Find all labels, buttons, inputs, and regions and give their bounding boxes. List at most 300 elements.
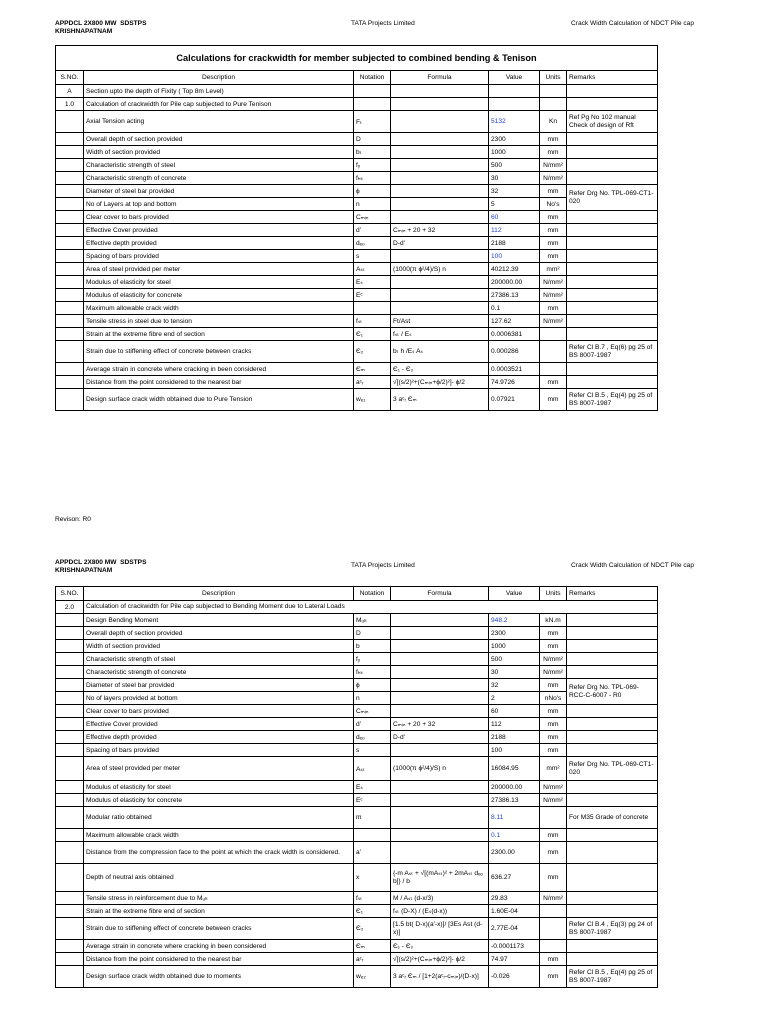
cell-description: Characteristic strength of steel bbox=[84, 653, 354, 666]
cell-units: mm bbox=[540, 237, 567, 250]
cell-value: 127.62 bbox=[489, 315, 540, 328]
cell-formula: √[(s/2)²+(Cₘᵢₙ+ϕ/2)²]- ϕ/2 bbox=[391, 376, 489, 389]
cell-remarks bbox=[567, 666, 658, 679]
cell-value: 2300 bbox=[489, 133, 540, 146]
cell-formula bbox=[391, 276, 489, 289]
cell-sno bbox=[56, 389, 84, 411]
cell-description: Calculation of crackwidth for Pile cap subjected to Pure Tenison bbox=[84, 98, 354, 111]
cell-units bbox=[540, 807, 567, 829]
table-row bbox=[56, 640, 658, 653]
cell-notation: m bbox=[354, 807, 391, 829]
cell-units bbox=[540, 85, 567, 98]
cell-remarks bbox=[567, 829, 658, 842]
page2-header-right: Crack Width Calculation of NDCT Pile cap bbox=[571, 562, 695, 569]
cell-formula bbox=[391, 666, 489, 679]
cell-units: N/mm² bbox=[540, 892, 567, 905]
cell-units: mm bbox=[540, 250, 567, 263]
table-row bbox=[56, 829, 658, 842]
cell-notation: Fₜ bbox=[354, 111, 391, 133]
cell-sno bbox=[56, 918, 84, 940]
column-header-remarks: Remarks bbox=[567, 587, 658, 601]
cell-notation: ϕ bbox=[354, 185, 391, 198]
cell-units: mm bbox=[540, 389, 567, 411]
cell-units: mm bbox=[540, 705, 567, 718]
cell-sno bbox=[56, 133, 84, 146]
cell-value: 112 bbox=[489, 224, 540, 237]
table-row bbox=[56, 263, 658, 276]
table-row bbox=[56, 185, 658, 198]
cell-description: Design surface crack width obtained due to Pure Tension bbox=[84, 389, 354, 411]
cell-description: Section upto the depth of Fixity ( Top 8m Level) bbox=[84, 85, 354, 98]
cell-notation: d' bbox=[354, 224, 391, 237]
table-row bbox=[56, 666, 658, 679]
cell-sno bbox=[56, 250, 84, 263]
cell-notation: Eᶜ bbox=[354, 794, 391, 807]
cell-formula: √[(s/2)²+(Cₘᵢₙ+ϕ/2)²]- ϕ/2 bbox=[391, 953, 489, 966]
cell-remarks: Refer Cl B.4 , Eq(3) pg 24 of BS 8007-1987 bbox=[567, 918, 658, 940]
cell-units: mm bbox=[540, 627, 567, 640]
cell-notation: s bbox=[354, 250, 391, 263]
cell-formula: (1000(π ϕ²/4)/S) n bbox=[391, 263, 489, 276]
cell-remarks bbox=[567, 211, 658, 224]
cell-value: 40212.39 bbox=[489, 263, 540, 276]
cell-value: 0.0003521 bbox=[489, 363, 540, 376]
cell-remarks bbox=[567, 614, 658, 627]
cell-units: mm bbox=[540, 953, 567, 966]
cell-notation: b bbox=[354, 640, 391, 653]
cell-remarks bbox=[567, 302, 658, 315]
table-row bbox=[56, 614, 658, 627]
cell-value: 60 bbox=[489, 211, 540, 224]
cell-description: Modulus of elasticity for concrete bbox=[84, 289, 354, 302]
table-row bbox=[56, 918, 658, 940]
cell-description: Maximum allowable crack width bbox=[84, 302, 354, 315]
cell-description: Clear cover to bars provided bbox=[84, 705, 354, 718]
cell-formula bbox=[391, 198, 489, 211]
cell-description: Characteristic strength of concrete bbox=[84, 172, 354, 185]
cell-remarks bbox=[567, 744, 658, 757]
cell-notation: dₑₒ bbox=[354, 237, 391, 250]
column-header-description: Description bbox=[84, 587, 354, 601]
cell-units: mm² bbox=[540, 757, 567, 781]
cell-notation: Aₛₜ bbox=[354, 263, 391, 276]
cell-sno: A bbox=[56, 85, 84, 98]
cell-value: 636.27 bbox=[489, 864, 540, 892]
cell-description: No of layers provided at bottom bbox=[84, 692, 354, 705]
cell-formula bbox=[391, 302, 489, 315]
cell-sno bbox=[56, 679, 84, 692]
cell-units bbox=[540, 328, 567, 341]
cell-sno bbox=[56, 172, 84, 185]
cell-value: 2300.00 bbox=[489, 842, 540, 864]
cell-description: Characteristic strength of concrete bbox=[84, 666, 354, 679]
cell-units: N/mm² bbox=[540, 666, 567, 679]
cell-units bbox=[540, 363, 567, 376]
cell-formula bbox=[391, 185, 489, 198]
cell-remarks bbox=[567, 159, 658, 172]
cell-notation: n bbox=[354, 692, 391, 705]
cell-units: mm bbox=[540, 731, 567, 744]
column-header-notation: Notation bbox=[354, 71, 391, 85]
cell-units: N/mm² bbox=[540, 159, 567, 172]
cell-formula: Cₘᵢₙ + 20 + 32 bbox=[391, 718, 489, 731]
page1-header-left: APPDCL 2X800 MW SDSTPS KRISHNAPATNAM bbox=[55, 20, 147, 35]
cell-sno bbox=[56, 276, 84, 289]
cell-notation bbox=[354, 85, 391, 98]
cell-units: mm bbox=[540, 744, 567, 757]
cell-notation: D bbox=[354, 133, 391, 146]
cell-value: 29.83 bbox=[489, 892, 540, 905]
cell-notation: Mᵤₗₜ bbox=[354, 614, 391, 627]
table-row bbox=[56, 627, 658, 640]
table-row bbox=[56, 315, 658, 328]
cell-description: Axial Tension acting bbox=[84, 111, 354, 133]
page2-column-header-row bbox=[56, 587, 658, 601]
cell-units: N/mm² bbox=[540, 315, 567, 328]
cell-description: Modulus of elasticity for steel bbox=[84, 276, 354, 289]
cell-value: 74.9726 bbox=[489, 376, 540, 389]
cell-value: 2188 bbox=[489, 237, 540, 250]
cell-units: No's bbox=[540, 198, 567, 211]
cell-formula bbox=[391, 614, 489, 627]
cell-units: N/mm² bbox=[540, 172, 567, 185]
cell-description: Maximum allowable crack width bbox=[84, 829, 354, 842]
cell-sno bbox=[56, 198, 84, 211]
cell-sno bbox=[56, 794, 84, 807]
cell-notation: fₕₖ bbox=[354, 172, 391, 185]
cell-sno bbox=[56, 302, 84, 315]
table-row bbox=[56, 940, 658, 953]
cell-value: 0.1 bbox=[489, 829, 540, 842]
cell-remarks bbox=[567, 892, 658, 905]
column-header-description: Description bbox=[84, 71, 354, 85]
table-row bbox=[56, 172, 658, 185]
page2-header-center: TATA Projects Limited bbox=[351, 562, 415, 569]
cell-description: Depth of neutral axis obtained bbox=[84, 864, 354, 892]
cell-notation: D bbox=[354, 627, 391, 640]
cell-remarks bbox=[567, 905, 658, 918]
cell-formula bbox=[391, 692, 489, 705]
cell-sno bbox=[56, 315, 84, 328]
column-header-units: Units bbox=[540, 587, 567, 601]
table-row bbox=[56, 98, 658, 111]
column-header-value: Value bbox=[489, 587, 540, 601]
cell-remarks bbox=[567, 133, 658, 146]
cell-units bbox=[540, 940, 567, 953]
cell-notation: Eₛ bbox=[354, 276, 391, 289]
cell-description: Average strain in concrete where cracking in been considered bbox=[84, 363, 354, 376]
cell-units: mm bbox=[540, 864, 567, 892]
cell-description: Distance from the compression face to the point at which the crack width is considered. bbox=[84, 842, 354, 864]
cell-value: 1000 bbox=[489, 640, 540, 653]
cell-notation: n bbox=[354, 198, 391, 211]
cell-description: Strain due to stiffening effect of concrete between cracks bbox=[84, 918, 354, 940]
cell-sno bbox=[56, 864, 84, 892]
cell-notation: aᶜᵣ bbox=[354, 376, 391, 389]
cell-formula bbox=[391, 289, 489, 302]
table-row bbox=[56, 864, 658, 892]
table-row bbox=[56, 653, 658, 666]
cell-formula bbox=[391, 111, 489, 133]
page1-calc-table bbox=[55, 45, 658, 411]
cell-description: Characteristic strength of steel bbox=[84, 159, 354, 172]
cell-value: 2 bbox=[489, 692, 540, 705]
cell-remarks bbox=[567, 315, 658, 328]
cell-notation: ϕ bbox=[354, 679, 391, 692]
cell-units: mm² bbox=[540, 263, 567, 276]
cell-description: Strain at the extreme fibre end of section bbox=[84, 328, 354, 341]
cell-formula: {-m Aₛₜ + √[(mAₛₜ)² + 2mAₛₜ dₑₒ b]} / b bbox=[391, 864, 489, 892]
cell-notation: Eₛ bbox=[354, 781, 391, 794]
cell-notation: Cₘᵢₙ bbox=[354, 211, 391, 224]
cell-sno bbox=[56, 892, 84, 905]
table-row bbox=[56, 953, 658, 966]
table-row bbox=[56, 146, 658, 159]
cell-formula: Є₁ - Є₂ bbox=[391, 363, 489, 376]
cell-remarks bbox=[567, 289, 658, 302]
cell-remarks: Refer Drg No. TPL-069-CT1-020 bbox=[567, 757, 658, 781]
cell-formula bbox=[391, 98, 489, 111]
cell-value: 32 bbox=[489, 679, 540, 692]
cell-formula: (1000(π ϕ²/4)/S) n bbox=[391, 757, 489, 781]
cell-units: mm bbox=[540, 146, 567, 159]
cell-units: N/mm² bbox=[540, 781, 567, 794]
cell-value bbox=[489, 98, 540, 111]
cell-description: Effective depth provided bbox=[84, 731, 354, 744]
table-row bbox=[56, 276, 658, 289]
cell-formula bbox=[391, 842, 489, 864]
cell-sno bbox=[56, 940, 84, 953]
cell-remarks bbox=[567, 98, 658, 111]
cell-notation bbox=[354, 829, 391, 842]
cell-sno bbox=[56, 289, 84, 302]
cell-notation: fᵧ bbox=[354, 159, 391, 172]
cell-units bbox=[540, 341, 567, 363]
cell-sno bbox=[56, 363, 84, 376]
cell-remarks: Refer Cl B.5 , Eq(4) pg 25 of BS 8007-1987 bbox=[567, 389, 658, 411]
table-row bbox=[56, 159, 658, 172]
cell-remarks bbox=[567, 224, 658, 237]
cell-formula bbox=[391, 146, 489, 159]
cell-sno bbox=[56, 328, 84, 341]
cell-notation: fₛₜ bbox=[354, 315, 391, 328]
cell-units: mm bbox=[540, 829, 567, 842]
cell-sno bbox=[56, 744, 84, 757]
cell-units: mm bbox=[540, 966, 567, 988]
cell-value: 30 bbox=[489, 172, 540, 185]
cell-units: mm bbox=[540, 133, 567, 146]
cell-remarks: Refer Cl B.5 , Eq(4) pg 25 of BS 8007-1987 bbox=[567, 966, 658, 988]
cell-formula bbox=[391, 744, 489, 757]
cell-sno bbox=[56, 705, 84, 718]
column-header-sno: S.NO. bbox=[56, 71, 84, 85]
cell-sno bbox=[56, 953, 84, 966]
cell-formula: 3 aᶜᵣ Єₘ bbox=[391, 389, 489, 411]
cell-formula bbox=[391, 640, 489, 653]
cell-value: 0.0006381 bbox=[489, 328, 540, 341]
column-header-formula: Formula bbox=[391, 587, 489, 601]
cell-value: -0.026 bbox=[489, 966, 540, 988]
cell-description: Tensile stress in reinforcement due to Mᵤₗₜ bbox=[84, 892, 354, 905]
cell-value: 2300 bbox=[489, 627, 540, 640]
cell-remarks: For M35 Grade of concrete bbox=[567, 807, 658, 829]
cell-formula bbox=[391, 679, 489, 692]
cell-remarks bbox=[567, 653, 658, 666]
cell-remarks bbox=[567, 794, 658, 807]
cell-value: 30 bbox=[489, 666, 540, 679]
cell-formula: Cₘᵢₙ + 20 + 32 bbox=[391, 224, 489, 237]
cell-units: Kn bbox=[540, 111, 567, 133]
cell-remarks bbox=[567, 328, 658, 341]
page1-column-header-row bbox=[56, 71, 658, 85]
cell-notation: d' bbox=[354, 718, 391, 731]
cell-value: 200000.00 bbox=[489, 781, 540, 794]
cell-value: 60 bbox=[489, 705, 540, 718]
cell-notation: dₑₒ bbox=[354, 731, 391, 744]
table-row bbox=[56, 363, 658, 376]
cell-sno bbox=[56, 692, 84, 705]
cell-units: nNo's bbox=[540, 692, 567, 705]
cell-notation: x bbox=[354, 864, 391, 892]
cell-formula: Є₁ - Є₂ bbox=[391, 940, 489, 953]
cell-remarks bbox=[567, 263, 658, 276]
cell-sno bbox=[56, 224, 84, 237]
cell-description: Area of steel provided per meter bbox=[84, 263, 354, 276]
cell-units: mm bbox=[540, 302, 567, 315]
cell-description: Clear cover to bars provided bbox=[84, 211, 354, 224]
column-header-units: Units bbox=[540, 71, 567, 85]
cell-description: Effective Cover provided bbox=[84, 718, 354, 731]
cell-sno bbox=[56, 905, 84, 918]
cell-formula bbox=[391, 159, 489, 172]
cell-description: Diameter of steel bar provided bbox=[84, 679, 354, 692]
cell-formula bbox=[391, 133, 489, 146]
cell-remarks bbox=[567, 953, 658, 966]
cell-remarks bbox=[567, 864, 658, 892]
cell-remarks: Refer Drg No. TPL-069-RCC-C-6007 - R0 bbox=[567, 679, 658, 705]
page1-header-center: TATA Projects Limited bbox=[351, 20, 415, 27]
cell-notation: fₕₖ bbox=[354, 666, 391, 679]
cell-value: 2.77E-04 bbox=[489, 918, 540, 940]
cell-sno bbox=[56, 781, 84, 794]
table-row bbox=[56, 705, 658, 718]
cell-units: mm bbox=[540, 679, 567, 692]
cell-notation bbox=[354, 98, 391, 111]
table-row bbox=[56, 302, 658, 315]
table-row bbox=[56, 679, 658, 692]
table-row bbox=[56, 237, 658, 250]
cell-remarks bbox=[567, 85, 658, 98]
cell-description: Modulus of elasticity for steel bbox=[84, 781, 354, 794]
table-row bbox=[56, 133, 658, 146]
table-row bbox=[56, 731, 658, 744]
cell-sno bbox=[56, 111, 84, 133]
cell-units bbox=[540, 98, 567, 111]
cell-sno bbox=[56, 211, 84, 224]
page2-table-body bbox=[56, 601, 658, 988]
cell-notation: fₛₜ bbox=[354, 892, 391, 905]
cell-units: mm bbox=[540, 640, 567, 653]
cell-notation: aᶜᵣ bbox=[354, 953, 391, 966]
cell-value: 500 bbox=[489, 159, 540, 172]
cell-sno bbox=[56, 185, 84, 198]
cell-value: 32 bbox=[489, 185, 540, 198]
cell-notation: Є₁ bbox=[354, 905, 391, 918]
cell-remarks bbox=[567, 940, 658, 953]
cell-sno bbox=[56, 263, 84, 276]
cell-units: mm bbox=[540, 376, 567, 389]
table-row bbox=[56, 211, 658, 224]
table-row bbox=[56, 289, 658, 302]
table-row bbox=[56, 794, 658, 807]
cell-units: mm bbox=[540, 185, 567, 198]
cell-units: mm bbox=[540, 211, 567, 224]
cell-notation: wₑ₂ bbox=[354, 966, 391, 988]
table-row bbox=[56, 250, 658, 263]
cell-value: 112 bbox=[489, 718, 540, 731]
cell-remarks: Ref Pg No 102 manual Check of design of Rft bbox=[567, 111, 658, 133]
cell-notation: Aₛₜ bbox=[354, 757, 391, 781]
cell-remarks bbox=[567, 363, 658, 376]
cell-formula: fₛₜ (D-X) / (Eₛ(d-x)) bbox=[391, 905, 489, 918]
cell-description: Calculation of crackwidth for Pile cap subjected to Bending Moment due to Lateral Loads bbox=[84, 601, 658, 614]
table-row bbox=[56, 85, 658, 98]
table-row bbox=[56, 842, 658, 864]
cell-remarks bbox=[567, 276, 658, 289]
cell-units: N/mm² bbox=[540, 289, 567, 302]
cell-formula: Ft/Ast bbox=[391, 315, 489, 328]
cell-sno bbox=[56, 731, 84, 744]
cell-remarks: Refer Drg No. TPL-069-CT1-020 bbox=[567, 185, 658, 211]
cell-description: Effective Cover provided bbox=[84, 224, 354, 237]
cell-sno bbox=[56, 807, 84, 829]
cell-formula: [1.5 bt( D-x)(a'-x)]/ [3Es Ast (d-x)] bbox=[391, 918, 489, 940]
cell-description: Tensile stress in steel due to tension bbox=[84, 315, 354, 328]
cell-units: N/mm² bbox=[540, 794, 567, 807]
cell-units: N/mm² bbox=[540, 653, 567, 666]
cell-notation: a' bbox=[354, 842, 391, 864]
cell-units bbox=[540, 905, 567, 918]
cell-description: Overall depth of section provided bbox=[84, 133, 354, 146]
cell-remarks bbox=[567, 237, 658, 250]
page2-calc-table bbox=[55, 586, 658, 988]
cell-formula bbox=[391, 172, 489, 185]
cell-remarks bbox=[567, 731, 658, 744]
table-row bbox=[56, 389, 658, 411]
column-header-notation: Notation bbox=[354, 587, 391, 601]
cell-formula: fₛₜ / Eₛ bbox=[391, 328, 489, 341]
cell-description: Width of section provided bbox=[84, 146, 354, 159]
cell-formula: D-d' bbox=[391, 237, 489, 250]
cell-description: Design Bending Moment bbox=[84, 614, 354, 627]
cell-notation: fᵧ bbox=[354, 653, 391, 666]
cell-sno bbox=[56, 159, 84, 172]
cell-description: No of Layers at top and bottom bbox=[84, 198, 354, 211]
cell-notation: Є₂ bbox=[354, 918, 391, 940]
table-row bbox=[56, 781, 658, 794]
cell-sno bbox=[56, 376, 84, 389]
column-header-sno: S.NO. bbox=[56, 587, 84, 601]
table-row bbox=[56, 757, 658, 781]
cell-value: 74.97 bbox=[489, 953, 540, 966]
cell-formula bbox=[391, 807, 489, 829]
cell-value: 100 bbox=[489, 250, 540, 263]
cell-formula: M / Aₛₜ (d-x/3) bbox=[391, 892, 489, 905]
cell-description: Width of section provided bbox=[84, 640, 354, 653]
cell-units: mm bbox=[540, 842, 567, 864]
cell-description: Area of steel provided per meter bbox=[84, 757, 354, 781]
cell-formula: bₜ h /Eₛ Aₛ bbox=[391, 341, 489, 363]
